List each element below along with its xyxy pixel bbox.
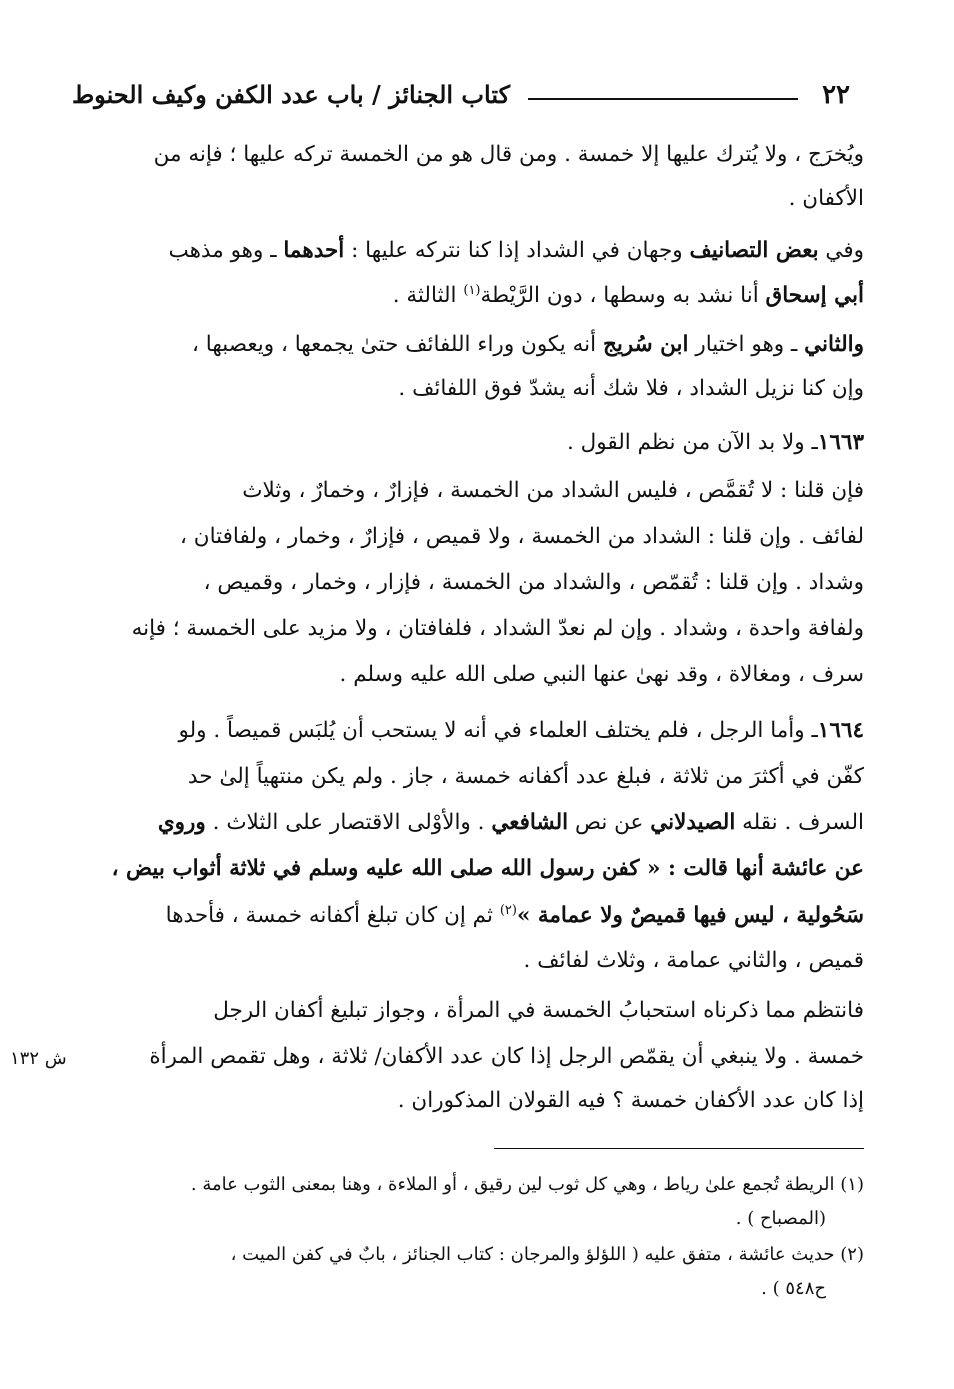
text-segment: ـ وهو اختيار [688,332,805,357]
footnote-ref: (٢) [499,903,517,918]
page-header [71,76,850,116]
text-line [398,1090,864,1112]
text-segment: عن نص [568,810,651,835]
text-segment: ولفافة واحدة ، وشداد . وإن لم نعدّ الشداد ، فلفافتان ، ولا مزيد على الخمسة ؛ فإنه [131,616,864,641]
text-segment: أنا نشد به وسطها ، دون الرَّيْطة [480,283,766,309]
text-segment: السرف . نقله [735,810,864,835]
text-line [149,1046,864,1068]
text-line [242,480,864,502]
text-segment: فإن قلنا : لا تُقمَّص ، فليس الشداد من الخمسة ، فإزارٌ ، وخمارٌ ، وثلاث [242,478,864,503]
footnote-line: (١) الريطة تُجمع علىٰ رياط ، وهي كل ثوب لين رقيق ، أو الملاءة ، وهنا بمعنى الثوب عامة . [190,1174,864,1195]
text-line [789,188,864,210]
text-segment: كفّن في أكثرَ من ثلاثة ، فبلغ عدد أكفانه خمسة ، جاز . ولم يكن منتهياً إلىٰ حد [187,764,864,789]
text-segment: وفي [818,238,864,263]
text-line [188,766,864,788]
text-line [132,618,864,640]
text-segment: ـ ولا بد الآن من نظم القول . [566,430,818,455]
footnote-rule [494,1148,864,1149]
margin-note: ش ١٣٢ [10,1048,67,1069]
bold-term: الشافعي [491,810,569,835]
text-line [204,572,864,594]
text-segment: ويُخرَج ، ولا يُترك عليها إلا خمسة . ومن قال هو من الخمسة تركه عليها ؛ فإنه من [153,142,864,167]
text-segment: فانتظم مما ذكرناه استحبابُ الخمسة في المرأة ، وجواز تبليغ أكفان الرجل [213,998,864,1023]
text-line [166,904,864,927]
text-line [567,432,864,454]
running-title: كتاب الجنائز / باب عدد الكفن وكيف الحنوط [71,80,510,109]
bold-term: ١٦٦٣ [817,430,864,455]
page-number: ٢٢ [822,80,850,110]
text-segment: أنه يكون وراء اللفائف حتىٰ يجمعها ، ويعصبها ، [192,332,603,357]
text-line [179,720,864,742]
bold-term: بعض التصانيف [689,238,819,263]
text-line [180,526,864,548]
bold-term: أبي إسحاق [765,283,864,309]
footnote-line: (٢) حديث عائشة ، متفق عليه ( اللؤلؤ والمرجان : كتاب الجنائز ، بابٌ في كفن الميت ، [230,1244,864,1265]
text-segment: ثم إن كان تبلغ أكفانه خمسة ، فأحدها [165,903,500,929]
text-segment: وشداد . وإن قلنا : تُقمّص ، والشداد من الخمسة ، فإزار ، وخمار ، وقميص ، [203,570,864,595]
text-segment: وجهان في الشداد إذا كنا نتركه عليها : [344,238,690,263]
text-line [213,1000,864,1022]
text-line [168,240,864,262]
text-segment: ـ وهو مذهب [168,238,284,263]
bold-term: عن عائشة أنها قالت : « كفن رسول الله صلى الله عليه وسلم في ثلاثة أثواب بيض ، [111,856,864,881]
header-rule [528,98,798,100]
text-line [112,858,864,880]
bold-term: والثاني [804,332,864,357]
text-segment: وإن كنا نزيل الشداد ، فلا شك أنه يشدّ فوق اللفائف . [398,376,864,401]
bold-term: سَحُولية ، ليس فيها قميصٌ ولا عمامة » [516,903,864,929]
footnote-line: ح٥٤٨ ) . [761,1278,826,1299]
text-line [158,812,864,834]
text-line [192,334,864,356]
text-segment: خمسة . ولا ينبغي أن يقمّص الرجل إذا كان عدد الأكفان/ ثلاثة ، وهل تقمص المرأة [149,1044,864,1069]
bold-term: أحدهما [283,238,345,263]
text-segment: الثالثة . [392,283,464,309]
text-line [393,284,864,307]
bold-term: ابن سُريج [602,332,689,357]
text-segment: لفائف . وإن قلنا : الشداد من الخمسة ، ولا قميص ، فإزارٌ ، وخمار ، ولفافتان ، [180,524,864,549]
text-segment: . والأوْلى الاقتصار على الثلاث . [205,810,492,835]
bold-term: ١٦٦٤ [817,718,864,743]
text-segment: الأكفان . [788,186,864,211]
text-segment: سرف ، ومغالاة ، وقد نهىٰ عنها النبي صلى الله عليه وسلم . [339,662,864,687]
text-segment: قميص ، والثاني عمامة ، وثلاث لفائف . [523,948,864,973]
text-line [340,664,864,686]
text-line [524,950,864,972]
bold-term: الصيدلاني [650,810,736,835]
text-line [154,144,864,166]
text-segment: إذا كان عدد الأكفان خمسة ؟ فيه القولان المذكوران . [397,1088,864,1113]
footnote-line: (المصباح ) . [735,1208,826,1229]
footnote-ref: (١) [463,283,481,298]
bold-term: وروي [157,810,206,835]
text-line [398,378,864,400]
text-segment: ـ وأما الرجل ، فلم يختلف العلماء في أنه لا يستحب أن يُلبَس قميصاً . ولو [178,718,818,743]
